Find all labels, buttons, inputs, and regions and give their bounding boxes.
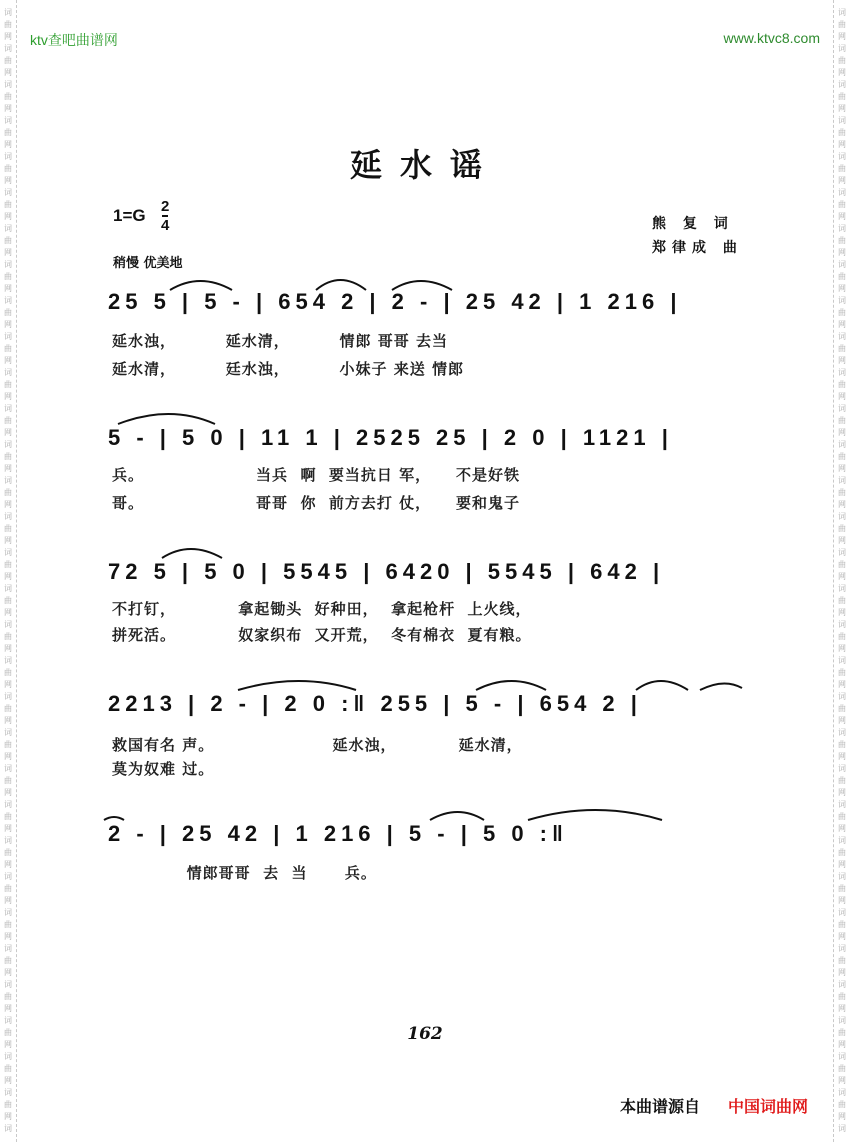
notation-line-1: 25 5 | 5 - | 654 2 | 2 - | 25 42 | 1 216 | — [108, 289, 682, 314]
watermark-glyph: 网 — [838, 212, 846, 221]
watermark-glyph: 网 — [838, 248, 846, 257]
watermark-glyph: 网 — [838, 320, 846, 329]
watermark-glyph: 网 — [4, 968, 12, 977]
notation-line-2: 5 - | 5 0 | 11 1 | 2525 25 | 2 0 | 1121 | — [108, 425, 673, 450]
watermark-glyph: 曲 — [838, 344, 846, 353]
time-signature-bottom: 4 — [161, 217, 170, 234]
watermark-glyph: 网 — [838, 464, 846, 473]
watermark-glyph: 曲 — [4, 920, 12, 929]
watermark-glyph: 曲 — [4, 848, 12, 857]
watermark-glyph: 曲 — [4, 308, 12, 317]
watermark-glyph: 网 — [4, 464, 12, 473]
watermark-glyph: 网 — [4, 896, 12, 905]
watermark-glyph: 曲 — [4, 200, 12, 209]
watermark-glyph: 曲 — [838, 812, 846, 821]
watermark-glyph: 词 — [4, 548, 12, 557]
watermark-glyph: 网 — [838, 32, 846, 41]
watermark-glyph: 词 — [4, 836, 12, 845]
watermark-glyph: 词 — [838, 8, 846, 17]
watermark-glyph: 曲 — [4, 668, 12, 677]
watermark-glyph: 词 — [838, 1052, 846, 1061]
watermark-glyph: 词 — [838, 368, 846, 377]
watermark-glyph: 曲 — [838, 380, 846, 389]
watermark-glyph: 词 — [838, 584, 846, 593]
watermark-glyph: 网 — [838, 104, 846, 113]
watermark-glyph: 网 — [4, 1004, 12, 1013]
watermark-glyph: 网 — [4, 68, 12, 77]
watermark-glyph: 网 — [838, 536, 846, 545]
watermark-glyph: 曲 — [838, 20, 846, 29]
watermark-glyph: 网 — [838, 680, 846, 689]
watermark-glyph: 词 — [4, 908, 12, 917]
composer-credit: 郑律成 曲 — [652, 240, 743, 256]
footer-source-label: 本曲谱源自 — [620, 1097, 701, 1116]
watermark-glyph: 曲 — [4, 56, 12, 65]
watermark-glyph: 词 — [4, 584, 12, 593]
watermark-glyph: 曲 — [838, 416, 846, 425]
watermark-glyph: 曲 — [4, 632, 12, 641]
watermark-glyph: 曲 — [838, 236, 846, 245]
header-site-link-right[interactable]: www.ktvc8.com — [723, 30, 820, 46]
watermark-glyph: 曲 — [4, 992, 12, 1001]
watermark-glyph: 网 — [838, 932, 846, 941]
time-signature — [161, 198, 169, 234]
watermark-glyph: 网 — [4, 212, 12, 221]
watermark-glyph: 词 — [4, 224, 12, 233]
watermark-glyph: 网 — [4, 824, 12, 833]
watermark-glyph: 网 — [4, 104, 12, 113]
watermark-glyph: 曲 — [4, 1100, 12, 1109]
watermark-glyph: 词 — [838, 836, 846, 845]
watermark-glyph: 网 — [4, 716, 12, 725]
watermark-glyph: 网 — [838, 1004, 846, 1013]
watermark-glyph: 曲 — [4, 704, 12, 713]
watermark-glyph: 词 — [4, 188, 12, 197]
watermark-glyph: 曲 — [838, 1064, 846, 1073]
watermark-glyph: 词 — [838, 260, 846, 269]
watermark-glyph: 词 — [4, 692, 12, 701]
watermark-glyph: 网 — [838, 608, 846, 617]
time-signature-top: 2 — [161, 198, 170, 215]
lyric-line-3b: 拼死活。 奴家织布 又开荒， 冬有棉衣 夏有粮。 — [112, 626, 532, 644]
lyric-line-4a: 救国有名 声。 延水浊， 延水清， — [112, 736, 523, 754]
watermark-glyph: 曲 — [4, 956, 12, 965]
lyric-line-5a: 情郎哥哥 去 当 兵。 — [112, 864, 377, 882]
watermark-glyph: 词 — [4, 1088, 12, 1097]
watermark-glyph: 词 — [4, 800, 12, 809]
watermark-glyph: 网 — [4, 536, 12, 545]
watermark-glyph: 词 — [4, 872, 12, 881]
watermark-glyph: 词 — [4, 764, 12, 773]
watermark-glyph: 词 — [4, 728, 12, 737]
watermark-glyph: 网 — [838, 860, 846, 869]
watermark-glyph: 曲 — [838, 848, 846, 857]
watermark-glyph: 词 — [4, 620, 12, 629]
watermark-glyph: 词 — [4, 368, 12, 377]
watermark-glyph: 曲 — [4, 740, 12, 749]
watermark-glyph: 曲 — [4, 380, 12, 389]
watermark-glyph: 网 — [4, 572, 12, 581]
watermark-glyph: 曲 — [4, 596, 12, 605]
watermark-glyph: 词 — [838, 1124, 846, 1133]
watermark-glyph: 词 — [4, 8, 12, 17]
watermark-glyph: 网 — [838, 752, 846, 761]
watermark-glyph: 曲 — [838, 56, 846, 65]
watermark-glyph: 曲 — [4, 1028, 12, 1037]
watermark-glyph: 网 — [4, 392, 12, 401]
watermark-glyph: 曲 — [838, 524, 846, 533]
watermark-glyph: 词 — [838, 512, 846, 521]
watermark-glyph: 网 — [838, 716, 846, 725]
watermark-glyph: 词 — [838, 548, 846, 557]
watermark-glyph: 网 — [838, 896, 846, 905]
watermark-glyph: 曲 — [838, 452, 846, 461]
watermark-glyph: 曲 — [4, 884, 12, 893]
watermark-glyph: 网 — [838, 1040, 846, 1049]
watermark-glyph: 词 — [4, 332, 12, 341]
watermark-glyph: 曲 — [4, 812, 12, 821]
watermark-glyph: 网 — [838, 500, 846, 509]
watermark-glyph: 网 — [838, 356, 846, 365]
watermark-glyph: 网 — [4, 320, 12, 329]
watermark-glyph: 词 — [838, 152, 846, 161]
watermark-glyph: 词 — [838, 764, 846, 773]
key-signature: 1=G — [113, 206, 146, 225]
lyric-line-2b: 哥。 哥哥 你 前方去打 仗， 要和鬼子 — [112, 494, 521, 512]
watermark-glyph: 词 — [838, 800, 846, 809]
page-number: 162 — [407, 1024, 443, 1044]
watermark-glyph: 词 — [838, 440, 846, 449]
watermark-glyph: 网 — [4, 176, 12, 185]
lyricist-credit: 熊 复 词 — [652, 216, 734, 232]
watermark-glyph: 网 — [838, 788, 846, 797]
watermark-glyph: 曲 — [838, 164, 846, 173]
watermark-glyph: 词 — [838, 1088, 846, 1097]
watermark-glyph: 曲 — [4, 776, 12, 785]
watermark-glyph: 曲 — [838, 596, 846, 605]
watermark-glyph: 曲 — [838, 740, 846, 749]
watermark-glyph: 曲 — [4, 164, 12, 173]
watermark-glyph: 词 — [838, 332, 846, 341]
watermark-glyph: 词 — [838, 908, 846, 917]
watermark-glyph: 网 — [4, 680, 12, 689]
watermark-glyph: 词 — [4, 656, 12, 665]
watermark-glyph: 网 — [838, 428, 846, 437]
watermark-glyph: 网 — [838, 824, 846, 833]
watermark-glyph: 曲 — [838, 632, 846, 641]
watermark-glyph: 曲 — [838, 1100, 846, 1109]
watermark-glyph: 词 — [838, 728, 846, 737]
watermark-glyph: 网 — [4, 1040, 12, 1049]
watermark-glyph: 词 — [4, 296, 12, 305]
watermark-glyph: 曲 — [4, 236, 12, 245]
watermark-glyph: 网 — [4, 788, 12, 797]
watermark-glyph: 词 — [4, 404, 12, 413]
watermark-glyph: 曲 — [838, 992, 846, 1001]
watermark-glyph: 词 — [838, 980, 846, 989]
watermark-glyph: 词 — [838, 872, 846, 881]
watermark-glyph: 词 — [838, 692, 846, 701]
watermark-glyph: 词 — [838, 188, 846, 197]
watermark-glyph: 词 — [838, 476, 846, 485]
watermark-glyph: 词 — [4, 512, 12, 521]
watermark-glyph: 词 — [4, 116, 12, 125]
watermark-glyph: 网 — [4, 860, 12, 869]
watermark-glyph: 网 — [4, 752, 12, 761]
watermark-glyph: 网 — [4, 1076, 12, 1085]
header-site-link-left[interactable]: ktv查吧曲谱网 — [30, 32, 118, 48]
watermark-glyph: 词 — [4, 44, 12, 53]
watermark-glyph: 网 — [838, 968, 846, 977]
watermark-glyph: 网 — [4, 140, 12, 149]
watermark-glyph: 网 — [838, 1076, 846, 1085]
watermark-glyph: 词 — [838, 944, 846, 953]
lyric-line-1a: 延水浊， 延水清， 情郎 哥哥 去当 — [112, 332, 449, 350]
watermark-glyph: 曲 — [838, 956, 846, 965]
watermark-glyph: 曲 — [4, 1064, 12, 1073]
watermark-glyph: 网 — [4, 356, 12, 365]
footer-brand-link[interactable]: 中国词曲网 — [728, 1097, 809, 1116]
watermark-glyph: 曲 — [838, 776, 846, 785]
watermark-glyph: 网 — [838, 284, 846, 293]
watermark-glyph: 曲 — [4, 560, 12, 569]
watermark-glyph: 曲 — [4, 128, 12, 137]
lyric-line-3a: 不打钉， 拿起锄头 好种田， 拿起枪杆 上火线， — [112, 600, 532, 618]
watermark-glyph: 词 — [4, 980, 12, 989]
lyric-line-2a: 兵。 当兵 啊 要当抗日 军， 不是好铁 — [112, 466, 521, 484]
watermark-glyph: 词 — [838, 404, 846, 413]
watermark-glyph: 词 — [838, 116, 846, 125]
watermark-glyph: 词 — [4, 440, 12, 449]
watermark-glyph: 网 — [838, 140, 846, 149]
watermark-glyph: 词 — [4, 944, 12, 953]
watermark-glyph: 曲 — [4, 344, 12, 353]
watermark-glyph: 词 — [4, 1016, 12, 1025]
watermark-glyph: 曲 — [4, 488, 12, 497]
tempo-marking: 稍慢 优美地 — [113, 256, 183, 271]
watermark-glyph: 词 — [838, 656, 846, 665]
watermark-glyph: 曲 — [838, 308, 846, 317]
watermark-glyph: 网 — [838, 392, 846, 401]
watermark-glyph: 曲 — [838, 272, 846, 281]
watermark-glyph: 词 — [4, 1052, 12, 1061]
watermark-glyph: 曲 — [838, 128, 846, 137]
watermark-glyph: 词 — [838, 1016, 846, 1025]
notation-line-3: 72 5 | 5 0 | 5545 | 6420 | 5545 | 642 | — [108, 559, 665, 584]
watermark-glyph: 网 — [4, 428, 12, 437]
watermark-glyph: 曲 — [838, 488, 846, 497]
watermark-glyph: 曲 — [4, 92, 12, 101]
watermark-glyph: 词 — [4, 260, 12, 269]
notation-line-5: 2 - | 25 42 | 1 216 | 5 - | 5 0 :‖ — [108, 821, 568, 846]
watermark-glyph: 网 — [4, 500, 12, 509]
credits — [652, 212, 743, 260]
watermark-glyph: 网 — [4, 32, 12, 41]
watermark-glyph: 词 — [838, 224, 846, 233]
watermark-glyph: 词 — [4, 80, 12, 89]
watermark-glyph: 词 — [4, 1124, 12, 1133]
watermark-glyph: 词 — [838, 620, 846, 629]
watermark-glyph: 网 — [838, 68, 846, 77]
watermark-glyph: 词 — [4, 476, 12, 485]
watermark-glyph: 网 — [838, 176, 846, 185]
watermark-glyph: 曲 — [838, 668, 846, 677]
watermark-glyph: 曲 — [4, 416, 12, 425]
watermark-glyph: 网 — [4, 608, 12, 617]
watermark-glyph: 词 — [838, 296, 846, 305]
watermark-glyph: 曲 — [4, 20, 12, 29]
notation-line-4: 2213 | 2 - | 2 0 :‖ 255 | 5 - | 654 2 | — [108, 691, 642, 716]
watermark-glyph: 词 — [838, 80, 846, 89]
watermark-glyph: 词 — [838, 44, 846, 53]
watermark-glyph: 曲 — [838, 920, 846, 929]
song-title: 延水谣 — [349, 146, 500, 184]
watermark-glyph: 曲 — [4, 524, 12, 533]
watermark-glyph: 网 — [4, 1112, 12, 1121]
watermark-glyph: 曲 — [838, 200, 846, 209]
watermark-glyph: 词 — [4, 152, 12, 161]
watermark-glyph: 曲 — [838, 560, 846, 569]
watermark-glyph: 网 — [4, 284, 12, 293]
watermark-glyph: 网 — [4, 644, 12, 653]
watermark-glyph: 网 — [4, 248, 12, 257]
watermark-glyph: 曲 — [838, 704, 846, 713]
watermark-glyph: 网 — [838, 572, 846, 581]
watermark-glyph: 曲 — [4, 272, 12, 281]
lyric-line-1b: 延水清， 廷水浊， 小妹子 来送 情郎 — [112, 360, 465, 378]
watermark-glyph: 网 — [838, 1112, 846, 1121]
watermark-glyph: 曲 — [838, 92, 846, 101]
watermark-glyph: 曲 — [4, 452, 12, 461]
watermark-glyph: 网 — [838, 644, 846, 653]
watermark-glyph: 曲 — [838, 884, 846, 893]
watermark-glyph: 曲 — [838, 1028, 846, 1037]
watermark-glyph: 网 — [4, 932, 12, 941]
lyric-line-4b: 莫为奴难 过。 — [112, 760, 215, 778]
